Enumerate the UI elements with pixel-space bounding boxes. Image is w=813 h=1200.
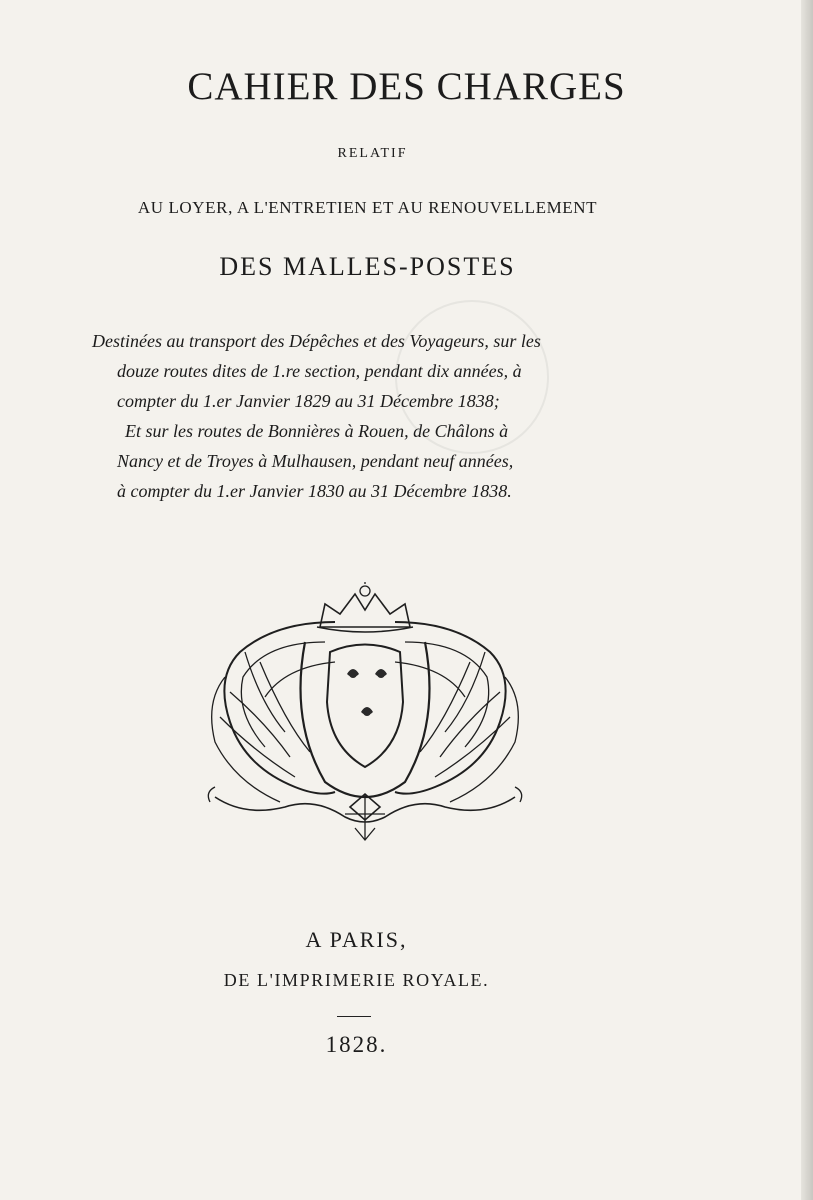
page-edge-shadow	[801, 0, 813, 1200]
imprint-place: A PARIS,	[305, 927, 408, 952]
description-line: Destinées au transport des Dépêches et des Voyageurs, sur les	[92, 331, 541, 351]
relatif-label: RELATIF	[337, 146, 408, 161]
description-line: Et sur les routes de Bonnières à Rouen, de Châlons à	[125, 421, 509, 441]
description-line: Nancy et de Troyes à Mulhausen, pendant neuf années,	[117, 451, 514, 471]
imprint-year: 1828.	[325, 1032, 388, 1057]
description-line: douze routes dites de 1.re section, pendant dix années, à	[117, 361, 522, 381]
royal-coat-of-arms-icon	[185, 582, 545, 844]
description-line: à compter du 1.er Janvier 1830 au 31 Décembre 1838.	[117, 481, 512, 501]
document-subtitle: AU LOYER, A L'ENTRETIEN ET AU RENOUVELLEMENT	[137, 198, 598, 217]
document-heading: DES MALLES-POSTES	[219, 252, 516, 281]
document-title: CAHIER DES CHARGES	[187, 65, 626, 108]
description-paragraph	[92, 326, 652, 506]
imprint-printer: DE L'IMPRIMERIE ROYALE.	[223, 970, 490, 990]
separator-rule	[337, 1016, 371, 1017]
description-line: compter du 1.er Janvier 1829 au 31 Décembre 1838;	[117, 391, 500, 411]
